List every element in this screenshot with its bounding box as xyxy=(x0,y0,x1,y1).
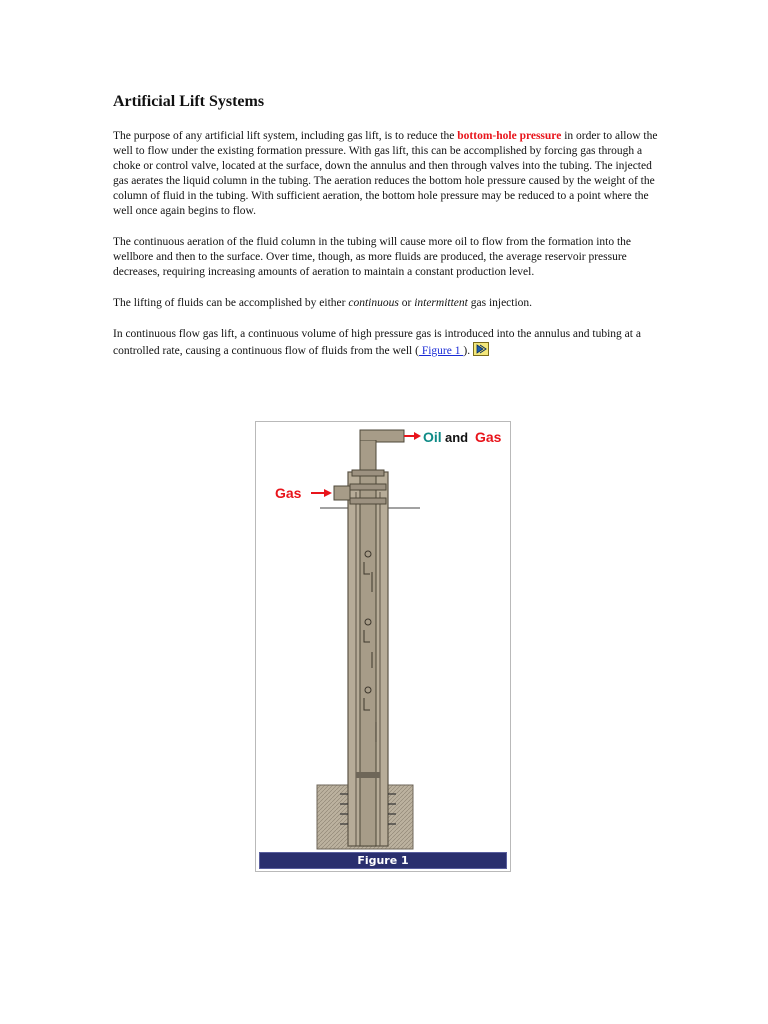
paragraph-continuous-flow: In continuous flow gas lift, a continuous volume of high pressure gas is introduced into the annulus and tubing at a controlled rate, causing a continuous flow of fluids from the well ( Figure 1 ). xyxy=(113,328,641,357)
term-continuous: continuous xyxy=(348,297,399,309)
paragraph-methods: The lifting of fluids can be accomplished by either continuous or intermittent gas injection. xyxy=(113,297,533,309)
arrow-right-icon[interactable] xyxy=(473,342,489,356)
label-gas-out: Gas xyxy=(475,429,502,445)
label-and: and xyxy=(445,430,469,445)
label-oil: Oil xyxy=(423,429,442,445)
bottom-hole-pressure-highlight: bottom-hole pressure xyxy=(457,130,562,142)
figure-1 xyxy=(255,421,511,872)
label-gas-in: Gas xyxy=(275,485,302,501)
page-title: Artificial Lift Systems xyxy=(113,93,265,110)
figure-1-link[interactable]: Figure 1 xyxy=(418,345,464,357)
outlet-arrow-icon xyxy=(404,432,421,440)
figure-caption: Figure 1 xyxy=(259,852,507,869)
paragraph-intro: The purpose of any artificial lift system, including gas lift, is to reduce the bottom-hole pressure in order to allow the well to flow under the existing formation pressure. With gas lift, this can be accomplished by forcing gas through a choke or control valve, located at the surface, down the annulus and then through valves into the tubing. The injected gas aerates the liquid column in the tubing. The aeration reduces the bottom hole pressure caused by the weight of the column of fluid in the tubing. With sufficient aeration, the bottom hole pressure may be reduced to a point where the well once again begins to flow. xyxy=(113,130,658,217)
paragraph-aeration: The continuous aeration of the fluid column in the tubing will cause more oil to flow from the formation into the wellbore and then to the surface. Over time, though, as more fluids are produced, the average reservoir pressure decreases, requiring increasing amounts of aeration to maintain a constant production level. xyxy=(113,236,632,278)
article xyxy=(113,92,658,375)
inlet-arrow-icon xyxy=(311,489,332,497)
term-intermittent: intermittent xyxy=(414,297,468,309)
